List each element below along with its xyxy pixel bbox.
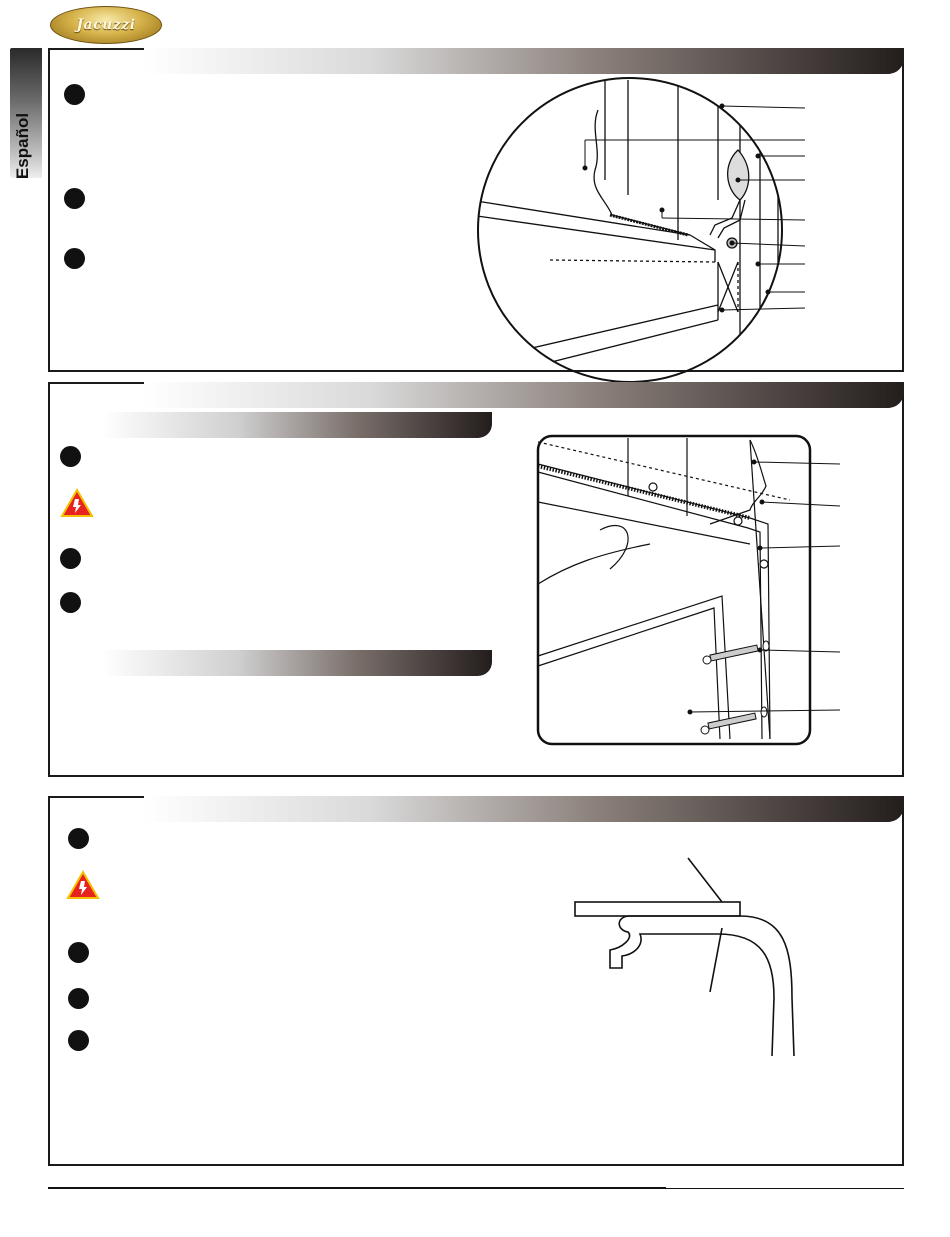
footer-rule bbox=[48, 1187, 666, 1189]
section-panel-3 bbox=[48, 796, 904, 1166]
section-panel-1 bbox=[48, 48, 904, 372]
footer-rule-thin bbox=[666, 1188, 904, 1189]
section-panel-2 bbox=[48, 382, 904, 777]
logo-text: Jacuzzi bbox=[76, 17, 136, 33]
tub-panel-screws-illustration bbox=[50, 384, 906, 779]
language-tab bbox=[10, 48, 42, 178]
language-tab-label: Español bbox=[13, 112, 32, 180]
rim-profile-section-illustration bbox=[50, 798, 906, 1168]
jacuzzi-logo bbox=[50, 6, 162, 44]
wall-flange-detail-illustration bbox=[50, 50, 906, 374]
